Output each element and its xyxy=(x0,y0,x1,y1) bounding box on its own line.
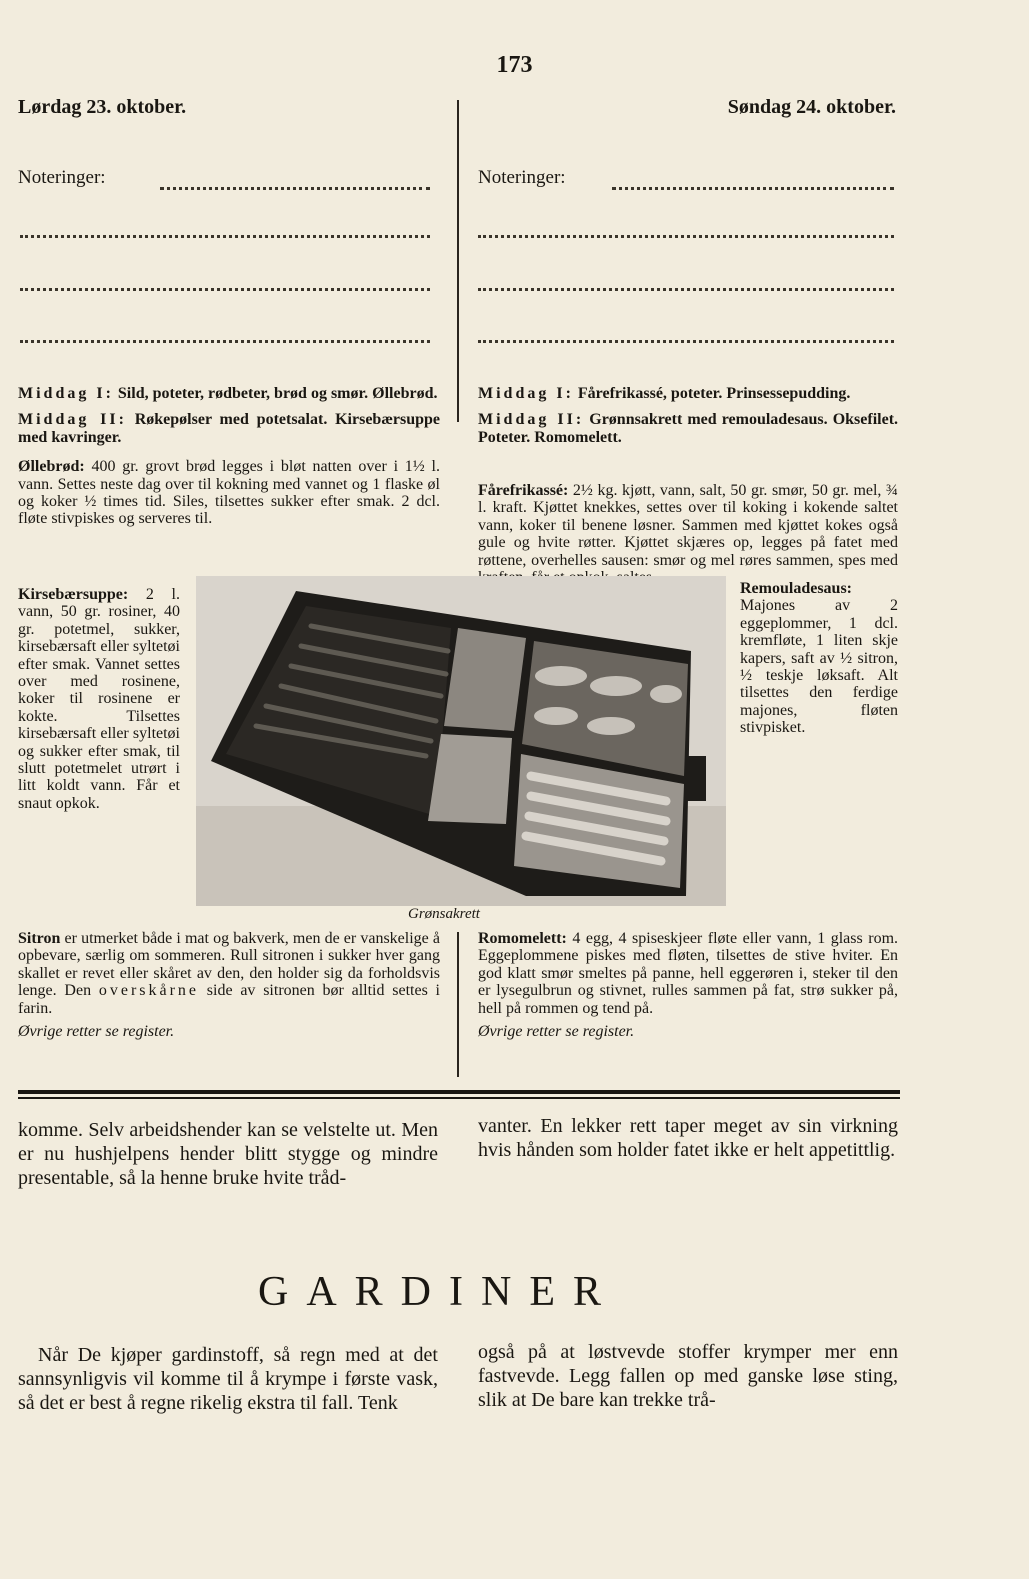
essay-bottom-right-text: også på at løstvevde stoffer krymper mer enn fastvevde. Legg fallen op med ganske løse sting, slik at De bare kan trekke trå- xyxy=(478,1341,898,1411)
right-date-header: Søndag 24. oktober. xyxy=(727,96,896,118)
right-recipe-2 xyxy=(740,580,898,737)
left-recipe1-text: 400 gr. grovt brød legges i bløt natten over i 1½ l. vann. Settes neste dag over til kokning med vannet og 1 flaske øl og koker ½ times tid. Siles, tilsettes sukker efter smak. 2 dcl. fløte stivpiskes og serveres til. xyxy=(18,458,441,528)
right-notes-dots-2 xyxy=(478,232,894,238)
separator-rule-thin xyxy=(18,1097,900,1099)
left-middag1-text: Sild, poteter, rødbeter, brød og smør. Øllebrød. xyxy=(117,385,438,402)
right-notes-dots-4 xyxy=(478,337,894,343)
right-middag1-label: Middag I: xyxy=(478,385,574,402)
lemon-tip-word: Sitron xyxy=(18,930,61,947)
right-recipe-1 xyxy=(478,482,898,586)
left-notes-dots-3 xyxy=(20,285,430,291)
essay-top-left xyxy=(18,1118,438,1190)
right-recipe3-text: 4 egg, 4 spiseskjeer fløte eller vann, 1 glass rom. Eggeplommene piskes med fløten, tilsettes de stive hviter. En god klatt smør smeltes på panne, hell eggerøren i, steker til den er lysegulbrun og stivnet, rulles sammen på fat, strø sukker på, hell på rommen og tend på. xyxy=(478,930,899,1017)
left-date-header: Lørdag 23. oktober. xyxy=(18,96,187,118)
right-romomelett xyxy=(478,930,898,1040)
right-notes-label: Noteringer: xyxy=(478,167,566,188)
left-menu-block xyxy=(18,385,440,528)
right-recipe1-title: Fårefrikassé: xyxy=(478,482,569,499)
section-title: GARDINER xyxy=(258,1269,619,1315)
right-menu-block xyxy=(478,385,898,446)
right-narrow-column xyxy=(740,580,898,737)
right-recipe2-title: Remouladesaus: xyxy=(740,580,853,597)
left-recipe-2 xyxy=(18,586,180,812)
vegetable-dish-photo xyxy=(196,576,726,906)
left-recipe2-text: 2 l. vann, 50 gr. rosiner, 40 gr. potetmel, sukker, kirsebærsaft eller syltetøi efter smak. Vannet settes over med rosinene, koker til rosinene er kokte. Tilsettes kirsebærsaft eller syltetøi og sukker efter smak, til slutt potetmelet utrørt i litt koldt vann. Får et snaut opkok. xyxy=(18,586,180,812)
right-middag2-label: Middag II: xyxy=(478,411,585,429)
right-recipe-3 xyxy=(478,930,898,1017)
essay-top-right-text: vanter. En lekker rett taper meget av sin virkning hvis hånden som holder fatet ikke er helt appetittlig. xyxy=(478,1115,898,1161)
left-middag-1 xyxy=(18,385,440,402)
lemon-tip-text-a: er utmerket både i mat og bakverk, men de er vanskelige å opbevare, særlig om sommeren. Rull sitronen i sukker hver gang skallet er revet eller skåret av den, den holder sig da forholdsvis lenge. Den xyxy=(18,930,441,1000)
lemon-tip-text-b: side av sitronen bør alltid settes i farin. xyxy=(18,982,441,1017)
right-recipe1-text: 2½ kg. kjøtt, vann, salt, 50 gr. smør, 50 gr. mel, ¾ l. kraft. Kjøttet knekkes, settes over til koking i kokende saltet vann, koker til benene løsner. Sammen med kjøttet kokes også gule og hvite røtter. Kjøttet skjæres op, legges på fatet med røttene, overhelles sausen: smør og mel røres sammen, spes med xyxy=(478,482,898,569)
right-footer: Øvrige retter se register. xyxy=(478,1023,635,1041)
column-divider-upper xyxy=(457,100,459,422)
right-recipe3-title: Romomelett: xyxy=(478,930,567,947)
right-middag-2 xyxy=(478,411,898,446)
left-recipe1-title: Øllebrød: xyxy=(18,458,85,476)
left-recipe2-title: Kirsebærsuppe: xyxy=(18,586,129,603)
right-notes-dots-3 xyxy=(478,285,894,291)
essay-top-right xyxy=(478,1114,898,1162)
left-middag2-label: Middag II: xyxy=(18,411,127,429)
essay-bottom-left-text: Når De kjøper gardinstoff, så regn med at det sannsynligvis vil komme til å krympe i første vask, så det er best å regne rikelig ekstra til fall. Tenk xyxy=(18,1344,438,1414)
separator-rule-thick xyxy=(18,1090,900,1094)
essay-top-left-text: komme. Selv arbeidshender kan se velstelte ut. Men er nu hushjelpens hender blitt stygge og mindre presentable, så la henne bruke hvite tråd- xyxy=(18,1119,438,1189)
right-recipe2-text: Majones av 2 eggeplommer, 1 dcl. kremfløte, 1 liten skje kapers, saft av ½ sitron, ½ teskje løksaft. Alt tilsettes den ferdige majones, fløten stivpisket. xyxy=(740,597,898,737)
column-divider-lower xyxy=(457,932,459,1077)
left-notes-dots-4 xyxy=(20,337,430,343)
essay-bottom-right xyxy=(478,1340,898,1412)
left-narrow-column xyxy=(18,586,180,812)
left-middag1-label: Middag I: xyxy=(18,385,114,402)
right-recipe-1-top xyxy=(478,482,898,572)
page-number: 173 xyxy=(496,52,533,78)
left-middag-2 xyxy=(18,411,440,446)
vegetable-tray-image xyxy=(196,576,726,906)
left-notes-dots-1 xyxy=(160,184,430,190)
left-recipe-1 xyxy=(18,458,440,528)
photo-caption: Grønsakrett xyxy=(408,906,480,922)
left-middag2-text: Røkepølser med potetsalat. Kirsebærsuppe med kavringer. xyxy=(18,411,441,446)
right-middag-1 xyxy=(478,385,898,402)
right-notes-dots-1 xyxy=(612,184,894,190)
left-notes-label: Noteringer: xyxy=(18,167,106,188)
left-lemon-tip xyxy=(18,930,440,1040)
left-notes-dots-2 xyxy=(20,232,430,238)
left-footer: Øvrige retter se register. xyxy=(18,1023,175,1041)
lemon-tip-paragraph xyxy=(18,930,440,1017)
lemon-tip-spaced: overskårne xyxy=(98,982,200,1000)
essay-bottom-left xyxy=(18,1343,438,1415)
right-middag2-text: Grønnsakrett med remouladesaus. Oksefilet. Poteter. Romomelett. xyxy=(478,411,899,446)
right-middag1-text: Fårefrikassé, poteter. Prinsessepudding. xyxy=(577,385,851,402)
